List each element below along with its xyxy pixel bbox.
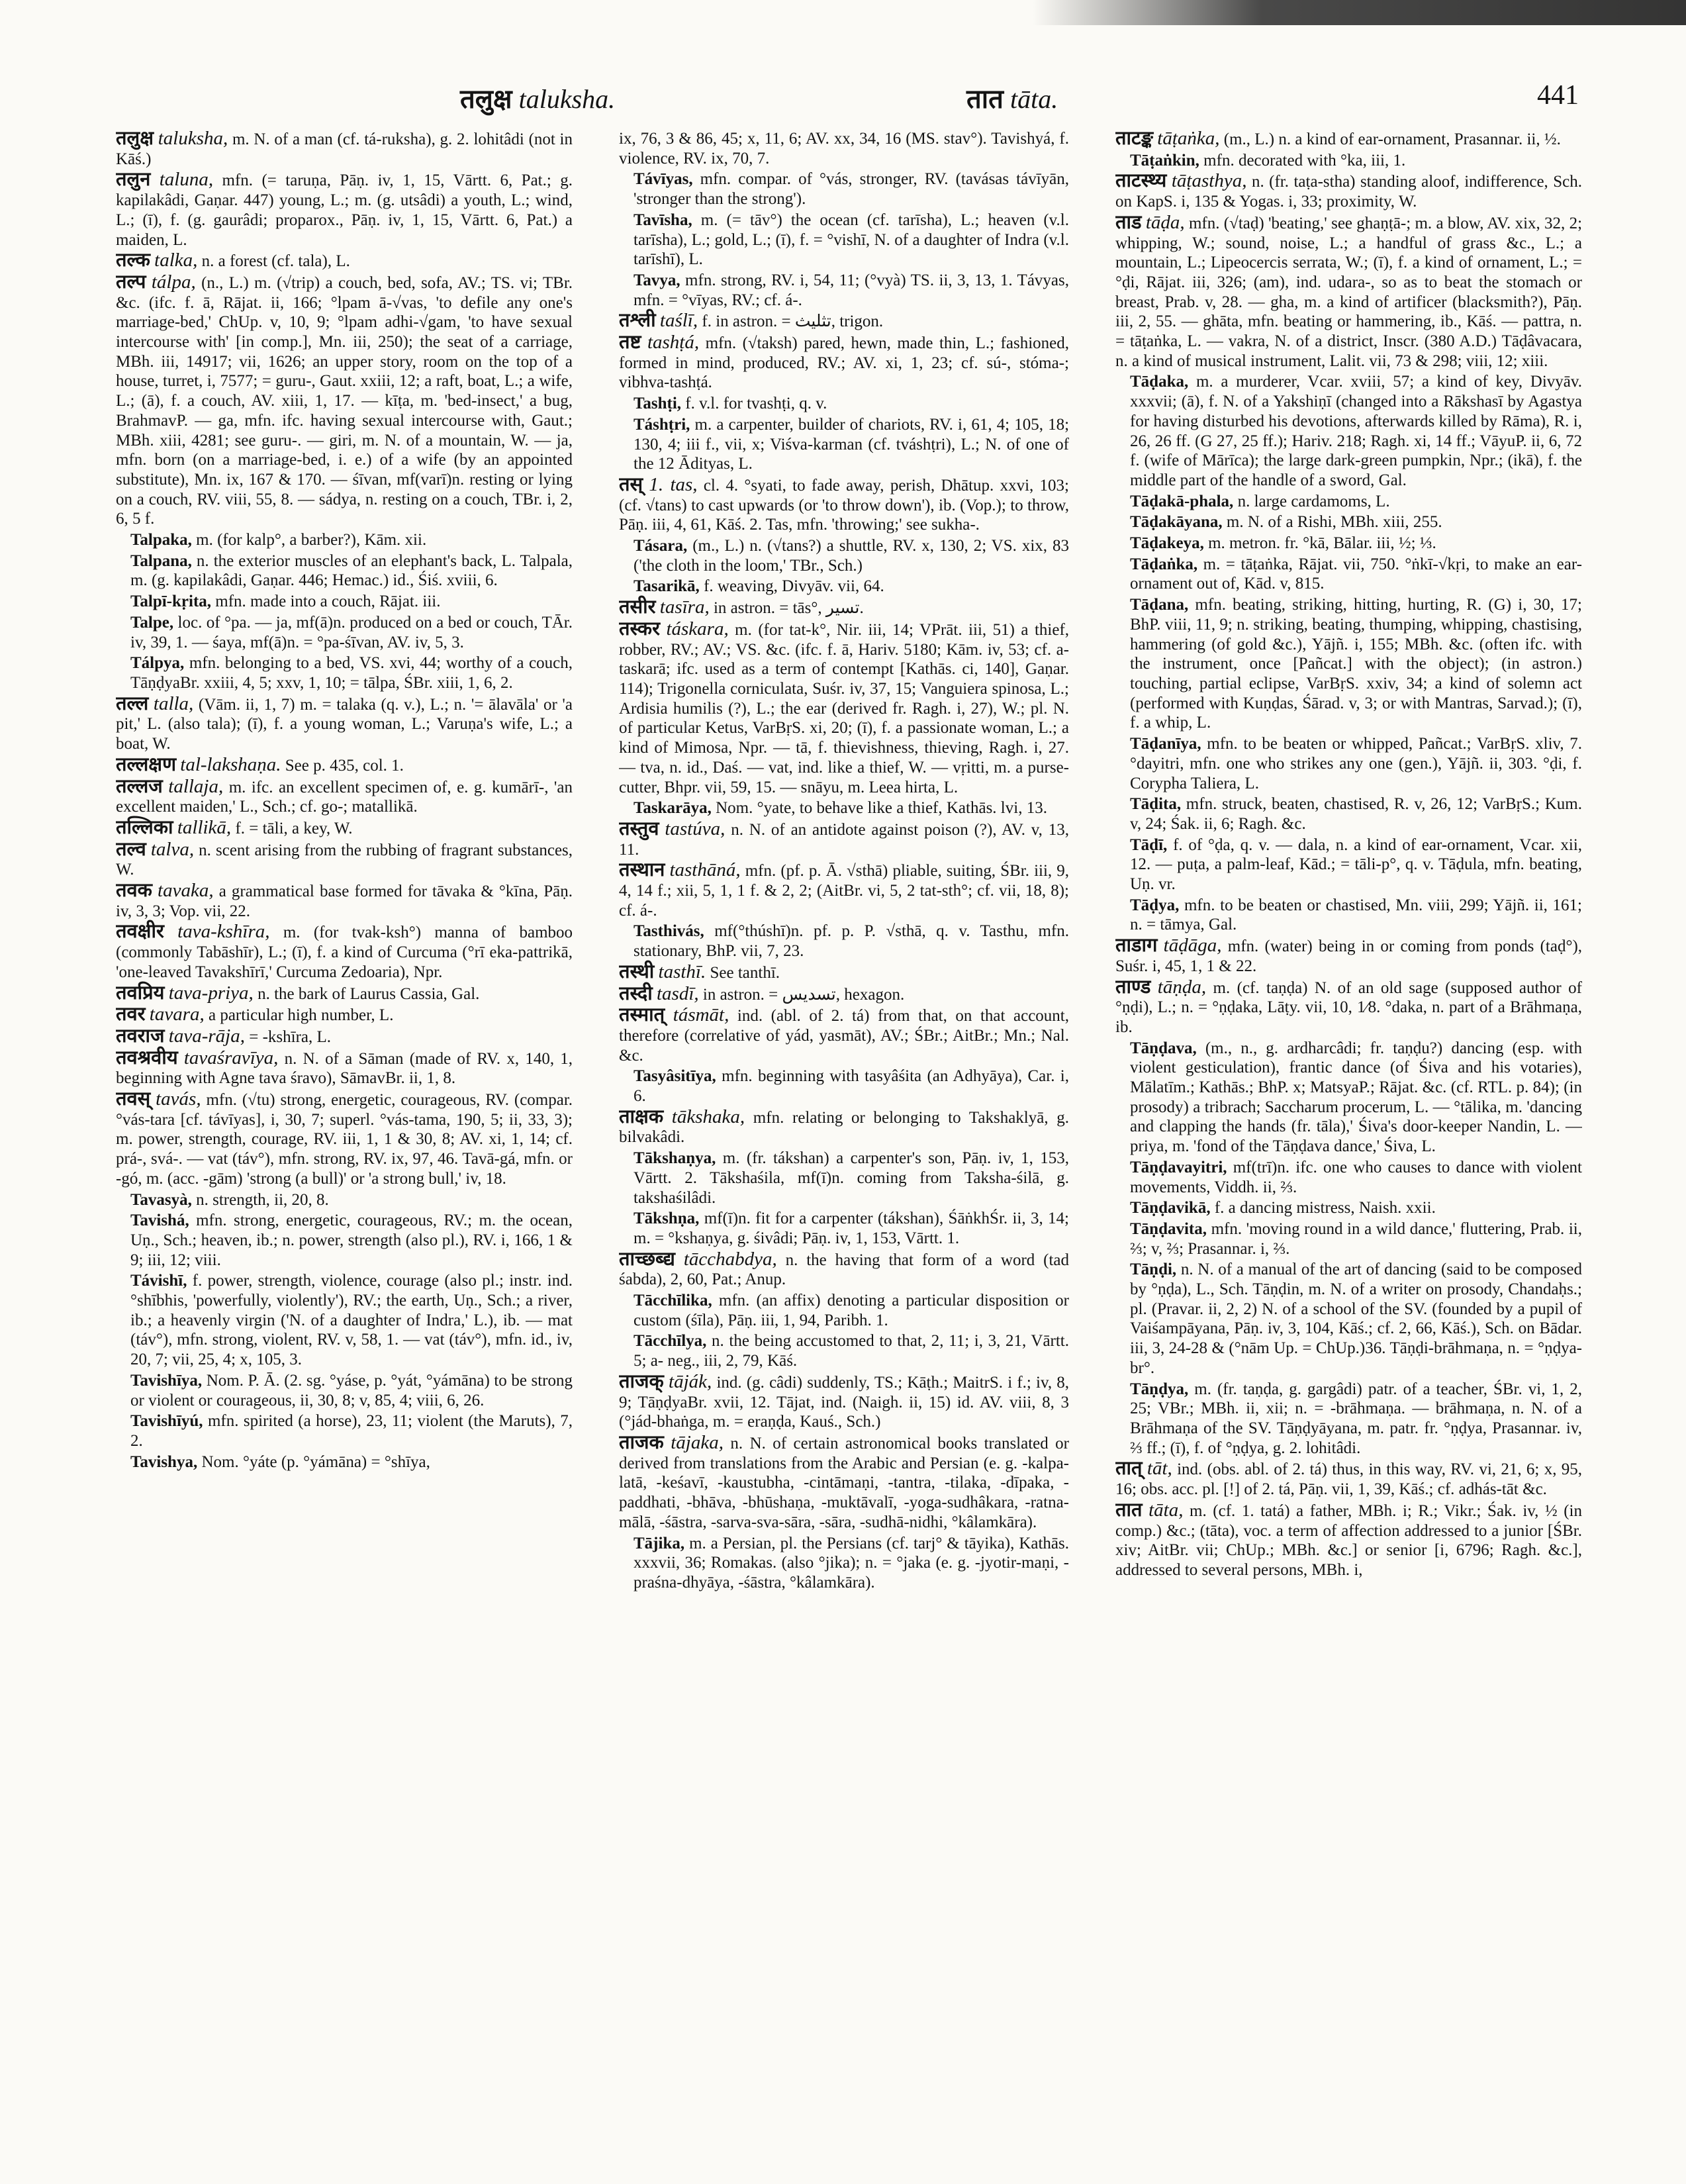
dictionary-entry [1115,213,1582,371]
headword: Tāḍanīya, [1130,735,1201,753]
definition-text: See p. 435, col. 1. [285,756,404,775]
transliteration: tavaka, [158,880,214,902]
definition-text: cl. 4. °syati, to fade away, perish, Dhātup. xxvi, 103; (cf. √tans) to cast upwards (or 'to throw down'), ib. (Vop.); to throw, Pāṇ. iii, 4, 61, Kāś. 2. Tas, mfn. 'throwing;' see sukha-. [619,476,1069,534]
transliteration: tashṭá, [647,332,700,354]
headword: तात् [1115,1458,1143,1480]
definition-text: mfn. to be beaten or whipped, Pañcat.; VarBṛS. xliv, 7. °dayitri, mfn. one who strikes any one (gen.), Yājñ. ii, 303. °ḍi, f. Corypha Taliera, L. [1130,735,1582,792]
sub-entry [1115,794,1582,833]
sub-entry [1115,555,1582,594]
headword: ताक्षक [619,1106,664,1127]
transliteration: tājaka, [671,1432,724,1453]
sub-entry [1115,492,1582,512]
page-number: 441 [1537,80,1579,111]
definition-text: ind. (abl. of 2. tá) from that, on that account, therefore (correlative of yád, yasmāt), AV.; ŚBr.; AitBr.; Mn.; Nal. &c. [619,1007,1069,1065]
headword: तवर [116,1004,146,1025]
headword: Tāṇḍavayitri, [1130,1158,1227,1176]
dictionary-entry [619,598,1069,618]
dictionary-entry [116,840,573,880]
sub-entry [1115,512,1582,532]
headword: Tavishīyú, [130,1412,203,1431]
dictionary-entry [1115,1501,1582,1580]
headword: Tasyâsitīya, [633,1067,716,1086]
running-head-left: तलुक्ष taluksha. [460,84,616,114]
sub-entry [619,1209,1069,1248]
definition-text: Nom. °yáte (p. °yámāna) = °shīya, [201,1452,430,1471]
transliteration: tāṭasthya, [1171,170,1247,192]
headword: Talpana, [130,551,192,570]
headword: ताडाग [1115,935,1158,957]
headword: तवक्षीर [116,921,164,943]
dictionary-entry [116,694,573,754]
transliteration: taluksha, [158,129,228,149]
headword: Távīyas, [633,170,693,189]
headword: तसीर [619,596,656,618]
column-2 [619,129,1069,2161]
headword: Tāḍya, [1130,896,1180,914]
definition-text: mfn. (pf. p. Ā. √sthā) pliable, suiting, ŚBr. iii, 9, 4, 14 f.; xii, 5, 1, 1 f. & 2, 2; (AitBr. vi, 5, 2 tat-sth°; cf. vii, 18, 8); cf. á-. [619,862,1069,920]
headword: Távishī, [130,1272,187,1290]
dictionary-entry [619,311,1069,332]
definition-text: n. strength, ii, 20, 8. [196,1190,329,1209]
scan-edge-shadow [1033,0,1686,25]
definition-text: mfn. decorated with °ka, iii, 1. [1203,151,1406,169]
dictionary-entry [116,273,573,529]
sub-entry [1115,1380,1582,1458]
headword: Tāḍaka, [1130,373,1189,391]
headword: तल्व [116,838,146,860]
transliteration: taślī, [659,310,698,332]
definition-text: m. = tāṭaṅka, Rājat. vii, 750. °ṅkī-√kṛi, to make an ear-ornament out of, Kād. v, 815. [1130,555,1582,593]
definition-text: (m., L.) n. a kind of ear-ornament, Prasannar. ii, ½. [1223,130,1561,148]
transliteration: tavara, [149,1004,205,1025]
headword: तवश्रवीय [116,1047,178,1068]
transliteration: tāṇḍa, [1157,976,1207,998]
definition-text: n. N. of a Sāman (made of RV. x, 140, 1, beginning with Agne tava śravo), SāmavBr. ii, 1, 8. [116,1049,573,1088]
definition-text: n. N. of certain astronomical books translated or derived from translations from the Arabic and Persian (e. g. -kalpa-latā, -keśavī, -kaustubha, -cintāmaṇi, -tantra, -tilaka, -dīpaka, -paddhati, -bhāva, -bhūshaṇa, -muktāvalī, -yoga-sudhâkara, -ratna-mālā, -śāstra, -sarva-sva-sāra, -sāra, -sudhā-nidhi, °kâlamkāra). [619,1435,1069,1531]
sub-entry [116,551,573,591]
definition-text: Nom. °yate, to behave like a thief, Kathās. lvi, 13. [716,799,1047,818]
dictionary-entry [619,333,1069,393]
sub-entry [1115,595,1582,733]
transliteration: tasīra, [659,596,710,618]
definition-text: n. the bark of Laurus Cassia, Gal. [258,984,480,1003]
definition-text: ind. (obs. abl. of 2. tá) thus, in this way, RV. vi, 21, 6; x, 95, 16; obs. acc. pl. [!] of 2. tá, Pāṇ. vii, 1, 39, Kāś.; cf. adhás-tāt &c. [1115,1460,1582,1499]
definition-text: ix, 76, 3 & 86, 45; x, 11, 6; AV. xx, 34, 16 (MS. stav°). Tavishyá, f. violence, RV. ix, 70, 7. [619,130,1069,167]
definition-text: mfn. (√tu) strong, energetic, courageous, RV. (compar. °vás-tara [cf. távīyas], i, 30, 7; superl. °vás-tama, 190, 5; ii, 33, 3); m. power, strength, courage, RV. iii, 1, 1 & 30, 8; AV. xi, 1, 14; cf. prá-, svá-. — vat (táv°), mfn. strong, RV. ix, 97, 46. Tavā-gá, mfn. or -gó, m. (acc. -gām) 'strong (a bull)' or 'a strong bull,' iv, 18. [116,1091,573,1188]
headword: तस्कर [619,618,660,640]
transliteration: talka, [154,250,198,271]
definition-text: m. (for kalp°, a barber?), Kām. xii. [196,531,427,549]
transliteration: tavaśravīya, [183,1047,279,1068]
dictionary-entry [619,963,1069,983]
sub-entry [619,1534,1069,1593]
column-3 [1115,129,1582,2161]
sub-entry [619,1149,1069,1208]
sub-entry [116,653,573,692]
transliteration: tasdī, [656,982,699,1004]
definition-text: (Vām. ii, 1, 7) m. = talaka (q. v.), L.; n. '= ālavāla' or 'a pit,' L. (also tala); (ī), f. a young woman, L.; Varuṇa's wife, L.; a boat, W. [116,695,573,753]
transliteration: tāta, [1148,1499,1184,1521]
headword: Tásara, [633,537,688,555]
definition-text: m. metron. fr. °kā, Bālar. iii, ½; ⅓. [1208,534,1436,553]
definition-text: m. (for tat-k°, Nir. iii, 14; VPrāt. iii, 51) a thief, robber, RV.; AV.; VS. &c. (ifc. f. ā, Hariv. 5180; Kām. iv, 53; cf. a-taskarā; ifc. used as a term of contempt [Kathās. ci, 140], Gaṇar. 114); Trigonella corniculata, Suśr. iv, 37, 15; Vanguiera spinosa, L.; Ardisia humilis (?), L.; the ear (derived fr. Ragh. i, 27), W.; pl. N. of particular Ketus, VarBṛS. xi, 20; (ī), f. a passionate woman, L.; a kind of Mimosa, Npr. — tā, f. thievishness, thieving, Ragh. i, 27. — tva, n. id., Daś. — vat, ind. like a thief, W. — vṛitti, m. a purse-cutter, Bhpr. vii, 59, 15. — snāyu, m. Leea hirta, L. [619,620,1069,796]
definition-text: mfn. spirited (a horse), 23, 11; violent (the Maruts), 7, 2. [130,1412,573,1450]
definition-text: Nom. P. Ā. (2. sg. °yáse, p. °yát, °yámāna) to be strong or violent or courageous, ii, 30, 8; v, 85, 4; viii, 6, 26. [130,1371,573,1409]
definition-text: mfn. (= taruṇa, Pāṇ. iv, 1, 15, Vārtt. 6, Pat.; g. kapilakâdi, Gaṇar. 447) young, L.; m. (g. utsâdi) a youth, L.; wind, L.; (ī), f. (g. gaurâdi; proparox., Pāṇ. iv, 1, 15, Vārtt. 6, Pat.) a maiden, L. [116,171,573,249]
transliteration: tasthāná, [669,859,741,881]
definition-text: a particular high number, L. [208,1006,394,1025]
dictionary-entry [116,129,573,169]
definition-text: n. the being accustomed to that, 2, 11; i, 3, 21, Vārtt. 5; a- neg., iii, 2, 79, Kāś. [633,1332,1069,1370]
page-header [116,79,1579,119]
headword: Tākshṇa, [633,1210,700,1228]
definition-text: n. N. of a manual of the art of dancing (said to be composed by °ṇḍa), L., Sch. Tāṇḍin, m. N. of a writer on prosody, Chandaḥs.; pl. (Pravar. ii, 2, 2) N. of a school of the SV. (founded by a pupil of Vaiśampāyana, Pāṇ. iv, 3, 104, Kāś.; cf. 2, 66, Kāś.), Sch. on Bādar. iii, 3, 24-28 & (°nām Up. = ChUp.)36. Tāṇḍi-brāhmaṇa, n. = °ṇḍya-br°. [1130,1260,1582,1377]
headword: Tājika, [633,1534,685,1552]
column-1 [116,129,573,2161]
headword: Tāṭaṅkin, [1130,151,1199,169]
headword: Talpī-kṛita, [130,593,212,611]
definition-text: mfn. to be beaten or chastised, Mn. viii, 299; Yājñ. ii, 161; n. = tāmya, Gal. [1130,896,1582,934]
definition-text: mfn. beating, striking, hitting, hurting, R. (G) i, 30, 17; BhP. viii, 11, 9; n. striking, beating, thumping, whipping, chastising, hammering (of gold &c.), Yājñ. i, 155; MBh. &c. (often ifc. with the instrument, once [Pañcat.] with the object); (in astron.) touching, partial eclipse, VarBṛS. xxiv, 34; a kind of solemn act (performed with Kuṇḍas, Śārad. v, 3; or with Mantras, Sarvad.); (ī), f. a whip, L. [1130,596,1582,732]
definition-text: n. the exterior muscles of an elephant's back, L. Talpala, m. (g. kapilakâdi, Gaṇar. 446; Hemac.) id., Śiś. xviii, 6. [130,551,573,590]
headword: तवस् [116,1088,151,1110]
definition-text: m. (fr. tákshan) a carpenter's son, Pāṇ. iv, 1, 153, Vārtt. 2. Tākshaśila, mf(ī)n. coming from Taksha-śilā, g. takshaśilâdi. [633,1149,1069,1207]
headword: Tāḍakeya, [1130,534,1204,553]
dictionary-entry [116,251,573,271]
definition-text: f. weaving, Divyāv. vii, 64. [704,577,884,596]
sub-entry [1115,1198,1582,1218]
definition-text: mfn. (water) being in or coming from ponds (taḍ°), Suśr. i, 45, 1, 1 & 22. [1115,937,1582,975]
sub-entry [619,211,1069,269]
headword: Tācchīlya, [633,1332,707,1351]
transliteration: tāḍāga, [1163,935,1222,957]
transliteration: tāják, [669,1370,712,1392]
definition-text: See tanthī. [710,963,780,982]
dictionary-entry [116,818,573,839]
dictionary-entry [619,861,1069,920]
headword: तल्लज [116,775,163,797]
sub-entry [1115,534,1582,553]
sub-entry [116,1371,573,1410]
sub-entry [1115,1260,1582,1378]
sub-entry [1115,372,1582,490]
definition-text: m. (cf. 1. tatá) a father, MBh. i; R.; Vikr.; Śak. iv, ½ (in comp.) &c.; (tāta), voc. a term of affection addressed to a junior [ŚBr. xiv; AitBr. vii; ChUp.; MBh. &c.] or senior [i, 6796; Ragh. &c.], addressed to several persons, MBh. i, [1115,1501,1582,1579]
headword: Tākshaṇya, [633,1149,716,1168]
definition-text: (n., L.) m. (√trip) a couch, bed, sofa, AV.; TS. vi; TBr. &c. (ifc. f. ā, Rājat. ii, 166; °lpam ā-√vas, 'to defile any one's marriage-bed,' ChUp. v, 10, 9; °lpam adhi-√gam, 'to have sexual intercourse with' [in comp.], Mn. iii, 250); the seat of a carriage, MBh. iii, 14917; vii, 1626; an upper story, room on the top of a house, turret, i, 7577; = guru-, Gaut. xxiii, 12; a raft, boat, L.; a wife, L.; (ā), f. a couch, AV. xiii, 1, 17. — kīṭa, m. 'bed-insect,' a bug, BrahmavP. — ga, mfn. ifc. having sexual intercourse with, Gaut.; MBh. xiii, 4281; see guru-. — giri, m. N. of a mountain, W. — ja, mfn. born (on a marriage-bed, i. e.) of a wife (by an appointed substitute), Mn. ix, 167 & 170. — śīvan, mf(varī)n. resting or lying on a couch, RV. viii, 55, 8. — sádya, n. resting on a couch, TBr. i, 2, 6, 5 f. [116,273,573,528]
headword: ताटङ्क [1115,129,1154,149]
headword: तष्ट [619,332,641,354]
sub-entry [619,536,1069,575]
dictionary-entry [619,1433,1069,1533]
dictionary-entry [619,1372,1069,1432]
definition-text: mfn. relating or belonging to Takshaklyā, g. bilvakâdi. [619,1108,1069,1147]
definition-text: f. in astron. = تثلیث, trigon. [702,312,884,331]
headword: तल्प [116,271,146,293]
dictionary-entry [1115,171,1582,211]
sub-entry [1115,1158,1582,1197]
headword: Tavishya, [130,1452,198,1471]
dictionary-entry [619,475,1069,535]
definition-text: f. v.l. for tvashṭi, q. v. [685,395,827,413]
definition-text: mf(°thúshī)n. pf. p. P. √sthā, q. v. Tasthu, mfn. stationary, BhP. vii, 7, 23. [633,922,1069,961]
sub-entry [116,1271,573,1370]
headword: तस्थान [619,859,665,881]
headword: Tāḍaṅka, [1130,555,1198,573]
definition-text: in astron. = تسدیس, hexagon. [702,985,905,1004]
headword: तवक [116,880,152,902]
headword: तल्लिका [116,816,173,838]
headword: ताण्ड [1115,976,1151,998]
definition-text: f. of °ḍa, q. v. — dala, n. a kind of ear-ornament, Vcar. xii, 12. — puṭa, a palm-leaf, Kād.; = tāli-p°, q. v. Tāḍula, mfn. beating, Uṇ. vr. [1130,835,1582,894]
transliteration: tálpa, [151,271,196,293]
headword: Tavishīya, [130,1371,203,1390]
transliteration: tācchabdya, [683,1248,777,1270]
sub-entry [116,1411,573,1450]
sub-entry [619,169,1069,209]
definition-text: f. power, strength, violence, courage (also pl.; instr. ind. °shībhis, 'powerfully, violently'), RV.; the earth, Uṇ., Sch.; a river, ib.; a heavenly virgin ('N. of a daughter of Indra,' L.), ib. — mat (táv°), mfn. strong, violent, RV. v, 58, 1. — vat (táv°), mfn. id., iv, 20, 7; vii, 25, 4; x, 105, 3. [130,1272,573,1369]
sub-entry [1115,896,1582,935]
transliteration: taluna, [159,169,214,191]
transliteration: tavás, [156,1088,201,1110]
headword: Tācchīlika, [633,1292,712,1310]
definition-text: m. a carpenter, builder of chariots, RV. i, 61, 4; 105, 18; 130, 4; iii f., vii, x; Viśva-karman (cf. tváshṭri), L.; N. of one of the 12 Ādityas, L. [633,415,1069,473]
headword: ताजक् [619,1370,664,1392]
definition-text: mfn. (√taḍ) 'beating,' see ghaṇṭā-; m. a blow, AV. xix, 32, 2; whipping, W.; sound, noise, L.; a handful of grass &c., L.; a mountain, L.; Lipeocercis serrata, W.; (ī), f. a kind of ornament, L.; = °ḍi, Rājat. iii, 326; (am), ind. udara-, so as to beat the stomach or breast, Prab. v, 28. — gha, m. a kind of artificer (blacksmith?), Pāṇ. iii, 2, 55. — ghāta, mfn. beating or hammering, ib., Kāś. — pattra, n. = tāṭaṅka, L. — vakra, N. of a district, Inscr. (380 A.D.) Tāḍâvacara, n. a kind of musical instrument, Lalit. vii, 73 & 298; viii, 12; xiii. [1115,214,1582,370]
running-head-center: तात tāta. [966,84,1058,114]
dictionary-entry [1115,1459,1582,1499]
dictionary-entry [116,1005,573,1025]
definition-text: n. N. of an antidote against poison (?), AV. v, 13, 11. [619,820,1069,859]
sub-entry [1115,151,1582,171]
dictionary-entry [116,1090,573,1189]
dictionary-entry [116,881,573,921]
sub-entry [116,613,573,652]
transliteration: tāt, [1147,1458,1172,1480]
headword: तलुन [116,169,151,191]
headword: तस्तुव [619,818,659,839]
headword: तल्लक्षण [116,753,177,775]
definition-text: mfn. 'moving round in a wild dance,' fluttering, Prab. ii, ⅔; v, ⅔; Prasannar. i, ⅔. [1130,1219,1582,1258]
sub-entry [619,1331,1069,1370]
sub-entry [619,415,1069,474]
definition-text: n. a forest (cf. tala), L. [201,252,350,271]
headword: ताजक [619,1432,664,1453]
headword: तस्दी [619,982,653,1004]
headword: Taskarāya, [633,799,712,818]
sub-entry [619,1291,1069,1330]
headword: तस्थी [619,961,655,982]
sub-entry [1115,1219,1582,1258]
headword: Tāṇḍava, [1130,1039,1197,1057]
definition-text: n. scent arising from the rubbing of fragrant substances, W. [116,841,573,879]
sub-entry [619,394,1069,414]
headword: Tavishá, [130,1211,189,1230]
definition-text: m. (fr. taṇḍa, g. gargâdi) patr. of a teacher, ŚBr. vi, 1, 2, 25; VBr.; MBh. ii, xii; n. = -brāhmaṇa. — brāhmaṇa, n. N. of a Brāhmaṇa of the SV. Tāṇḍyāyana, m. patr. fr. °ṇḍya, Prasannar. iv, ⅔ ff.; (ī), f. of °ṇḍya, g. 2. lohitâdi. [1130,1380,1582,1457]
headword: Tavasyà, [130,1190,192,1209]
headword: Tāḍakāyana, [1130,513,1223,532]
transliteration: tāḍa, [1145,211,1185,233]
transliteration: tastúva, [665,818,726,839]
definition-text: n. the having that form of a word (tad śabda), 2, 60, Pat.; Anup. [619,1251,1069,1289]
headword: ताटस्थ्य [1115,170,1167,192]
dictionary-entry [1115,129,1582,150]
headword: Tavīsha, [633,211,692,229]
headword: Talpe, [130,613,174,632]
sub-entry [619,798,1069,818]
dictionary-entry [619,984,1069,1005]
definition-text: in astron. = tās°, تسیر. [713,599,864,618]
definition-text: m. (= tāv°) the ocean (cf. tarīsha), L.; heaven (v.l. tarīsha), L.; gold, L.; (ī), f. = °vishī, N. of a daughter of Indra (v.l. tarīshī), L. [633,211,1069,269]
transliteration: 1. tas, [649,473,698,495]
definition-text: m. a Persian, pl. the Persians (cf. tarj° & tāyika), Kathās. xxxvii, 36; Romakas. (also °jika); n. = °jaka (e. g. -jyotir-maṇi, -praśna-dhyāya, -śāstra, °kâlamkāra). [633,1534,1069,1591]
headword: तवराज [116,1025,165,1047]
headword: Talpaka, [130,531,192,549]
headword: Tāḍita, [1130,795,1182,814]
headword: Tasarikā, [633,577,700,596]
definition-text: m. N. of a man (cf. tá-ruksha), g. 2. lohitâdi (not in Kāś.) [116,130,573,168]
transliteration: talva, [150,838,195,860]
dictionary-entry [116,1049,573,1088]
headword: Táshṭri, [633,415,690,434]
sub-entry [619,922,1069,961]
headword: तस्मात् [619,1004,665,1026]
dictionary-entry [116,755,573,776]
dictionary-entry [619,820,1069,859]
definition-text: mfn. belonging to a bed, VS. xvi, 44; worthy of a couch, TāṇḍyaBr. xxiii, 4, 5; xxv, 1, 10; = tālpa, ŚBr. xiii, 1, 6, 2. [130,654,573,692]
headword: Tāḍana, [1130,596,1189,614]
sub-entry [619,1067,1069,1106]
dictionary-entry [619,1006,1069,1065]
headword: Tāṇḍya, [1130,1380,1189,1398]
transliteration: tásmāt, [673,1004,729,1026]
definition-text: = -kshīra, L. [249,1027,332,1046]
dictionary-entry [1115,978,1582,1037]
headword: तवप्रिय [116,982,165,1004]
sub-entry [1115,1039,1582,1157]
headword: Tashṭi, [633,395,682,413]
dictionary-entry [1115,936,1582,976]
sub-entry [116,1190,573,1210]
headword: तश्ली [619,310,656,332]
definition-text: mfn. compar. of °vás, stronger, RV. (tavásas távīyān, 'stronger than the strong'). [633,170,1069,209]
dictionary-entry [116,984,573,1004]
dictionary-entry [619,1250,1069,1290]
transliteration: tasthī. [658,961,706,982]
dictionary-columns [116,129,1582,2161]
dictionary-entry [116,777,573,817]
headword: तस् [619,473,643,495]
headword: Tāṇḍavita, [1130,1219,1207,1238]
transliteration: talla, [153,692,194,714]
sub-entry [116,592,573,612]
definition-text: n. large cardamoms, L. [1237,492,1390,510]
headword: Tāḍakā-phala, [1130,492,1234,510]
definition-text: f. = tāli, a key, W. [235,819,353,837]
definition-text: m. (for tvak-ksh°) manna of bamboo (commonly Tabāshīr), L.; (ī), f. a kind of Curcuma (°rī eka-pattrikā, 'one-leaved Tavakshīrī,' Curcuma Zedoaria), Npr. [116,924,573,981]
sub-entry [1115,734,1582,793]
definition-text: ind. (g. câdi) suddenly, TS.; Kāṭh.; MaitrS. i f.; iv, 8, 9; TāṇḍyaBr. xvii, 12. Tājat, ind. (Naigh. ii, 15) id. AV. viii, 8, 3 (°jád-bhaṅga, m. = eraṇḍa, Kauś., Sch.) [619,1373,1069,1431]
dictionary-entry [116,922,573,982]
transliteration: táskara, [666,618,729,640]
transliteration: tallikā, [177,816,232,838]
entry-continuation [619,129,1069,168]
headword: तलुक्ष [116,129,154,149]
headword: Tavya, [633,271,680,289]
headword: ताड [1115,211,1142,233]
headword: Tálpya, [130,654,185,673]
transliteration: tākshaka, [671,1106,745,1127]
definition-text: m. ifc. an excellent specimen of, e. g. kumārī-, 'an excellent maiden,' L., Sch.; cf. go-; matallikā. [116,778,573,816]
dictionary-entry [116,170,573,250]
headword: Tasthivás, [633,922,704,941]
headword: तल्क [116,250,150,271]
definition-text: m. (cf. taṇḍa) N. of an old sage (supposed author of °ṇḍi), L.; n. = °ṇḍaka, Lāṭy. vii, 10, 1⁄8. °daka, n. part of a Brāhmaṇa, ib. [1115,978,1582,1036]
definition-text: mfn. (√taksh) pared, hewn, made thin, L.; fashioned, formed in mind, produced, RV.; AV. xi, 1, 23; cf. sú-, stóma-; vibhva-tashṭá. [619,334,1069,392]
definition-text: m. a murderer, Vcar. xviii, 57; a kind of key, Divyāv. xxxvii; (ā), f. N. of a Yakshiṇī (changed into a Rākshasī by Agastya for having disturbed his devotions, afterwards killed by Rāma), R. i, 26, 26 ff. (G 27, 25 ff.); Hariv. 218; Ragh. xi, 14 ff.; VāyuP. ii, 6, 72 f. (wife of Mārīca); the large dark-green pumpkin, Npr.; (ikā), f. the middle part of the handle of a sword, Gal. [1130,373,1582,489]
definition-text: mfn. (an affix) denoting a particular disposition or custom (śīla), Pāṇ. iii, 1, 94, Paribh. 1. [633,1292,1069,1329]
dictionary-entry [619,1108,1069,1147]
sub-entry [1115,835,1582,894]
transliteration: tāṭaṅka, [1157,129,1220,149]
dictionary-entry [619,620,1069,797]
dictionary-entry [116,1027,573,1047]
definition-text: mf(ī)n. fit for a carpenter (tákshan), ŚāṅkhŚr. ii, 3, 14; m. = °kshaṇya, g. śivâdi; Pāṇ. iv, 1, 153, Vārtt. 1. [633,1210,1069,1247]
definition-text: n. (fr. taṭa-stha) standing aloof, indifference, Sch. on KapS. i, 135 & Yogas. i, 33; proximity, W. [1115,173,1582,211]
sub-entry [619,271,1069,310]
definition-text: mfn. strong, energetic, courageous, RV.; m. the ocean, Uṇ., Sch.; heaven, ib.; n. power, strength (also pl.), RV. i, 166, 1 & 9; iii, 12; viii. [130,1211,573,1269]
definition-text: f. a dancing mistress, Naish. xxii. [1214,1199,1436,1217]
headword: Tāṇḍi, [1130,1260,1177,1279]
headword: तल्ल [116,692,149,714]
definition-text: (m., n., g. ardharcâdi; fr. taṇḍu?) dancing (esp. with violent gesticulation), frantic dance (of Śiva and his votaries), Mālatīm.; Kathās.; BhP. x; MatsyaP.; Rājat. &c. (cf. RTL. p. 84); (in prosody) a tribrach; Saccharum procerum, L. — °tālika, m. 'dancing and clapping the hands (fr. tāla),' Śiva's door-keeper Nandin, L. — priya, m. 'fond of the Tāṇḍava dance,' Śiva, L. [1130,1039,1582,1156]
headword: ताच्छब्द्य [619,1248,675,1270]
sub-entry [116,1452,573,1472]
definition-text: m. N. of a Rishi, MBh. xiii, 255. [1226,513,1442,532]
definition-text: mfn. struck, beaten, chastised, R. v, 26, 12; VarBṛS.; Kum. v, 24; Śak. ii, 6; Ragh. &c. [1130,795,1582,833]
headword: Tāḍī, [1130,835,1168,854]
headword: Tāṇḍavikā, [1130,1199,1211,1217]
definition-text: mfn. made into a couch, Rājat. iii. [215,593,441,611]
definition-text: mfn. strong, RV. i, 54, 11; (°vyà) TS. ii, 3, 13, 1. Távyas, mfn. = °vīyas, RV.; cf. á-. [633,271,1069,309]
definition-text: mfn. beginning with tasyâśita (an Adhyāya), Car. i, 6. [633,1067,1069,1106]
transliteration: tal-lakshaṇa. [180,753,281,775]
definition-text: loc. of °pa. — ja, mf(ā)n. produced on a bed or couch, TĀr. iv, 39, 1. — śaya, mf(ā)n. = °pa-śīvan, AV. iv, 5, 3. [130,613,573,651]
definition-text: mf(trī)n. ifc. one who causes to dance with violent movements, Viddh. ii, ⅔. [1130,1158,1582,1196]
sub-entry [116,530,573,550]
definition-text: a grammatical base formed for tāvaka & °kīna, Pāṇ. iv, 3, 3; Vop. vii, 22. [116,882,573,920]
headword: तात [1115,1499,1143,1521]
sub-entry [116,1211,573,1270]
transliteration: tava-rāja, [168,1025,245,1047]
transliteration: tallaja, [168,775,224,797]
definition-text: (m., L.) n. (√tans?) a shuttle, RV. x, 130, 2; VS. xix, 83 ('the cloth in the loom,' TBr., Sch.) [633,537,1069,575]
transliteration: tava-priya, [168,982,254,1004]
transliteration: tava-kshīra, [177,921,270,943]
sub-entry [619,577,1069,596]
